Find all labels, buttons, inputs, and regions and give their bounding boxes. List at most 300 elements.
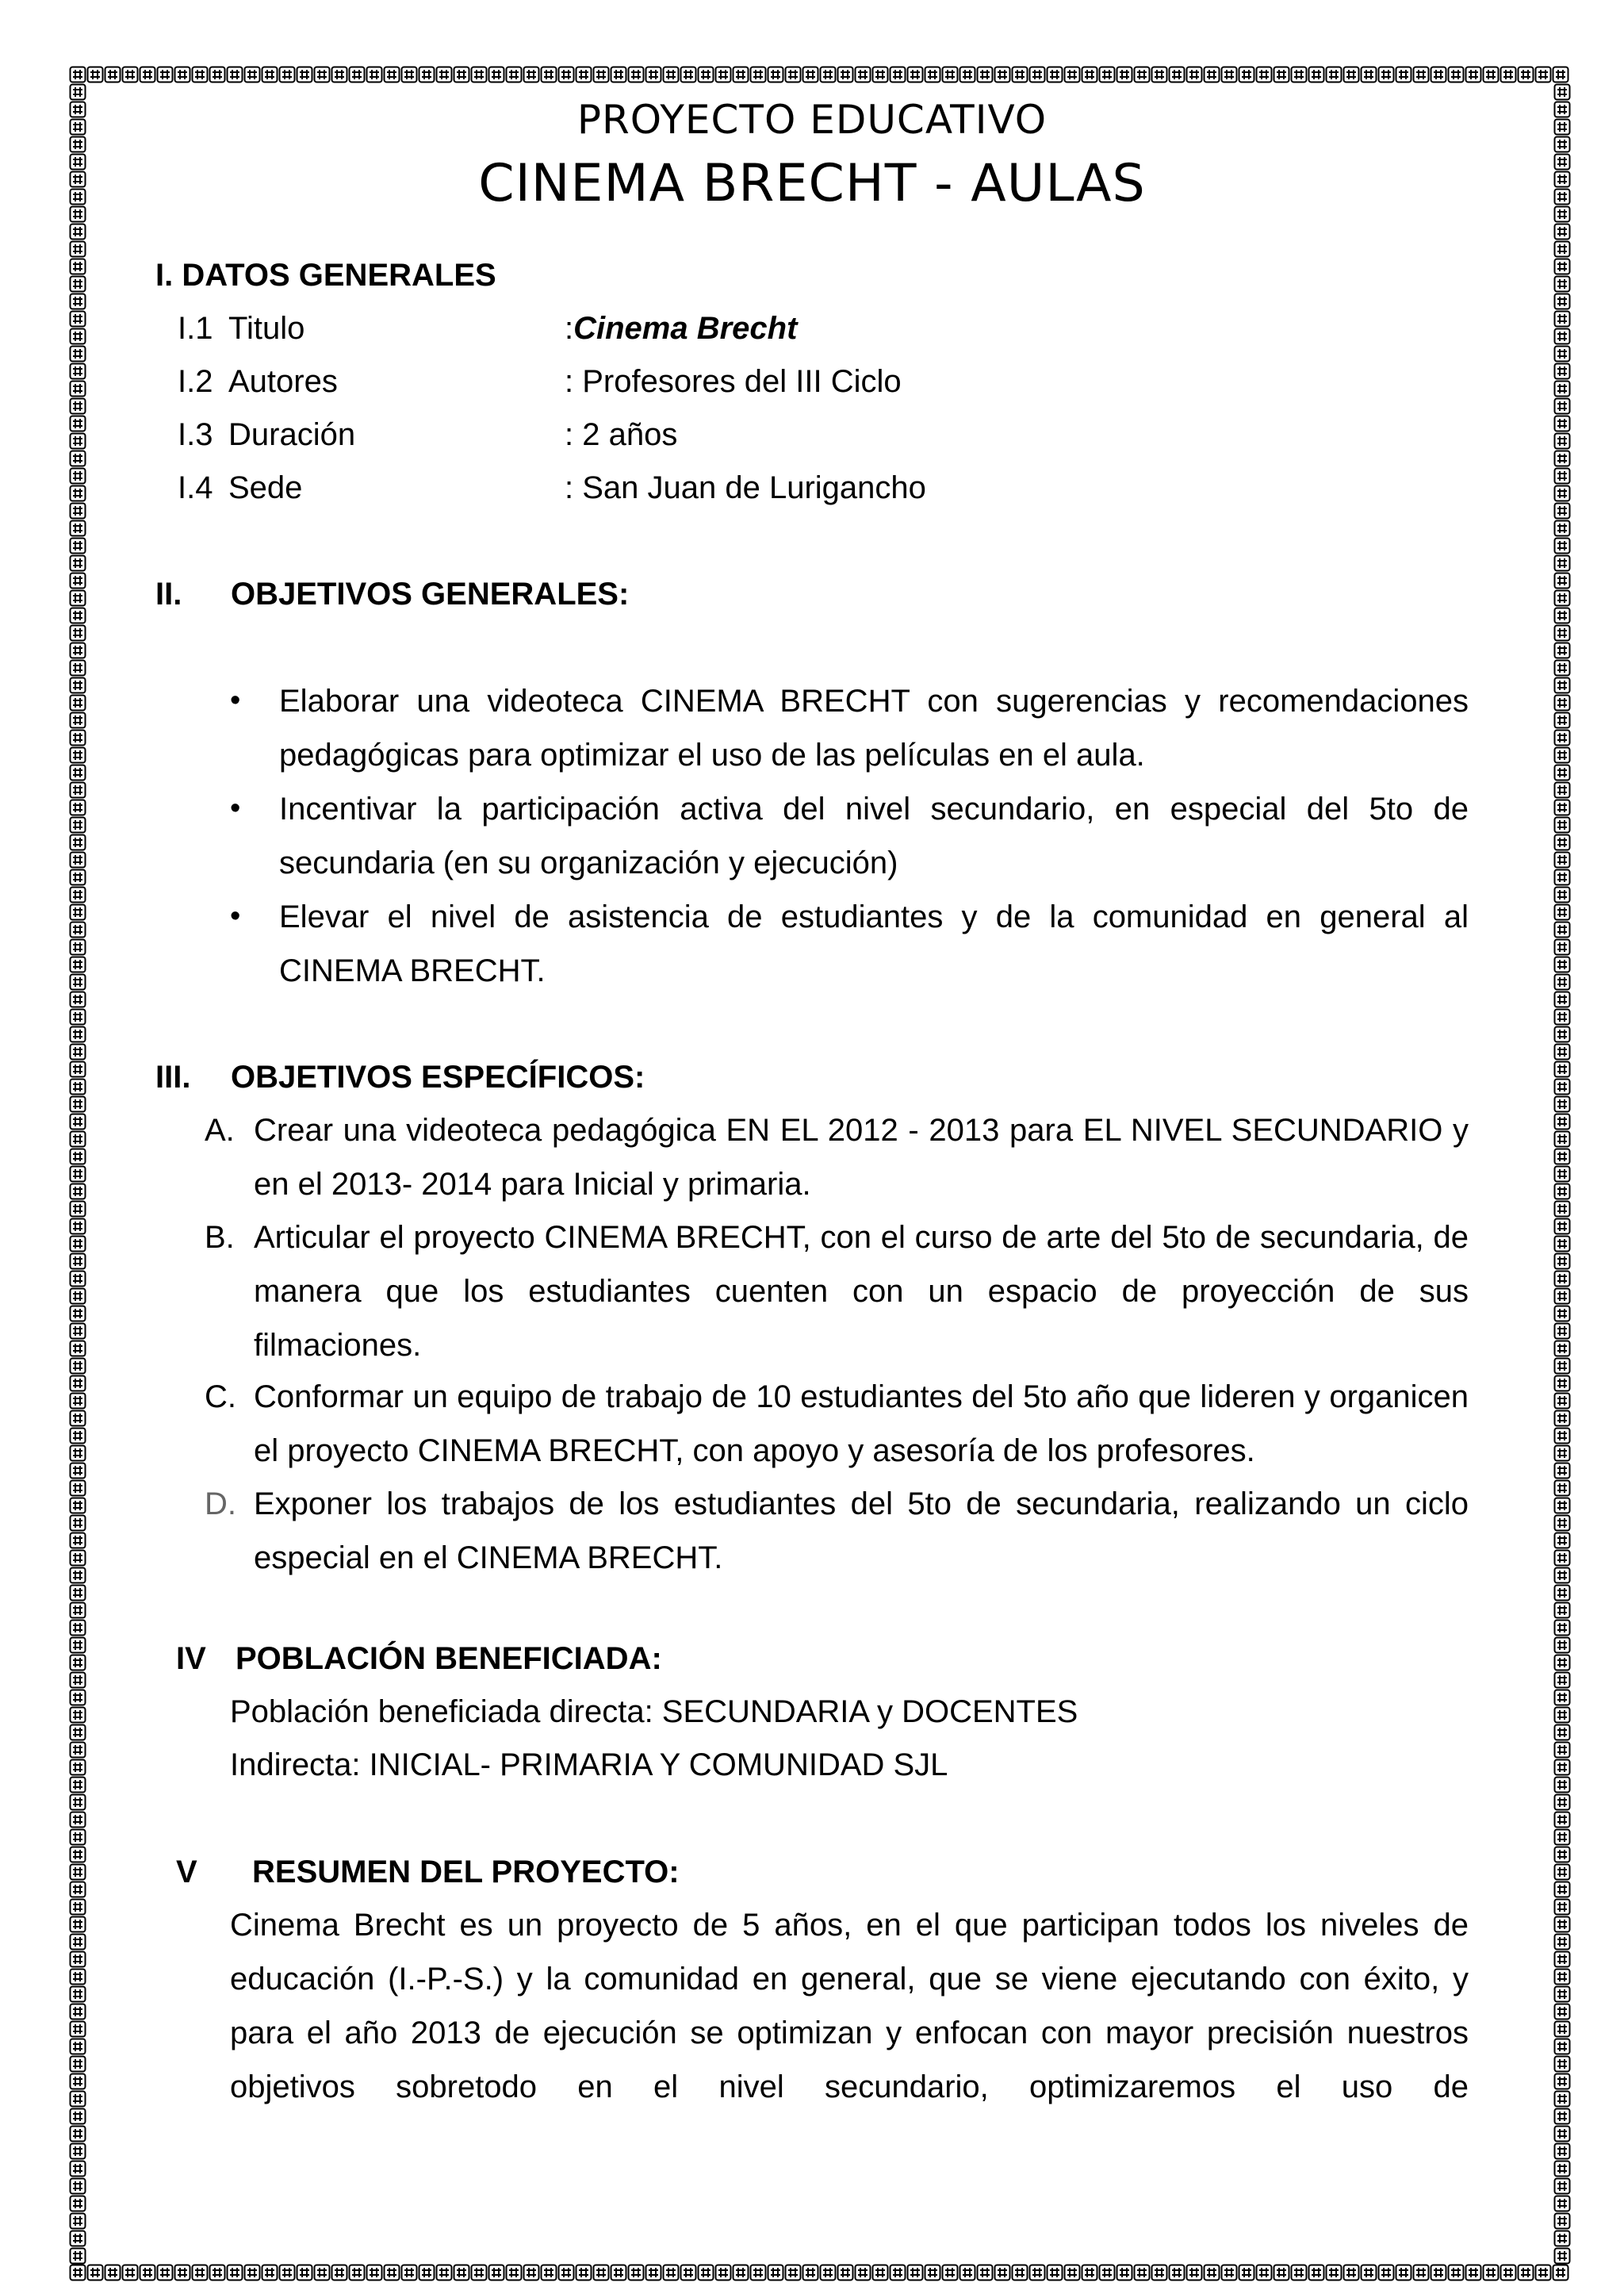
border-tile-icon (71, 1882, 86, 1897)
border-tile-icon (1555, 923, 1570, 938)
border-tile-icon (1555, 1219, 1570, 1234)
border-tile-icon (838, 67, 853, 82)
border-tile-icon (908, 67, 923, 82)
list-item: Conformar un equipo de trabajo de 10 estudiantes del 5to año que lideren y organicen el proyecto CINEMA BRECHT, con apoyo y asesoría de los profesores. (254, 1379, 1469, 1468)
border-tile-icon (1484, 2265, 1499, 2280)
border-tile-icon (1555, 224, 1570, 240)
border-tile-icon (228, 67, 243, 82)
border-tile-icon (71, 1114, 86, 1130)
border-tile-icon (262, 2265, 278, 2280)
border-tile-icon (71, 67, 86, 82)
border-tile-icon (611, 2265, 626, 2280)
border-tile-icon (1555, 2161, 1570, 2177)
border-tile-icon (1555, 1359, 1570, 1374)
section-heading-datos-generales: I. DATOS GENERALES (155, 258, 496, 293)
border-tile-icon (71, 835, 86, 850)
border-tile-icon (576, 2265, 592, 2280)
border-tile-icon (1536, 67, 1551, 82)
border-tile-icon (71, 1254, 86, 1269)
border-tile-icon (71, 1411, 86, 1426)
border-tile-icon (350, 67, 365, 82)
border-tile-icon (1484, 67, 1499, 82)
border-tile-icon (71, 2231, 86, 2246)
border-tile-icon (71, 1568, 86, 1583)
border-tile-icon (1048, 67, 1063, 82)
border-tile-icon (385, 2265, 400, 2280)
border-tile-icon (1555, 556, 1570, 571)
border-tile-icon (716, 67, 731, 82)
border-tile-icon (71, 1324, 86, 1339)
border-tile-icon (1555, 1394, 1570, 1409)
border-tile-icon (88, 67, 103, 82)
border-tile-icon (71, 661, 86, 676)
border-tile-icon (71, 1935, 86, 1950)
border-tile-icon (71, 1481, 86, 1496)
border-tile-icon (1555, 277, 1570, 292)
list-item: Incentivar la participación activa del nivel secundario, en especial del 5to de secundaria (en su organización y ejecución) (279, 792, 1469, 880)
border-tile-icon (71, 1463, 86, 1479)
border-tile-icon (1519, 67, 1534, 82)
border-tile-icon (71, 2161, 86, 2177)
field-value: : Profesores del III Ciclo (565, 364, 902, 399)
border-tile-icon (71, 591, 86, 606)
border-tile-icon (71, 975, 86, 990)
border-tile-icon (629, 2265, 644, 2280)
border-tile-icon (1292, 2265, 1307, 2280)
border-tile-icon (472, 2265, 487, 2280)
border-tile-icon (1555, 626, 1570, 641)
border-tile-icon (71, 713, 86, 728)
border-tile-icon (1274, 67, 1289, 82)
list-item: Elevar el nivel de asistencia de estudiantes y de la comunidad en general al CINEMA BRECHT. (279, 900, 1469, 988)
border-tile-icon (71, 1533, 86, 1548)
border-tile-icon (1555, 1080, 1570, 1095)
border-tile-icon (175, 67, 190, 82)
border-tile-icon (193, 2265, 208, 2280)
border-tile-icon (71, 224, 86, 240)
section-heading-poblacion-beneficiada: POBLACIÓN BENEFICIADA: (236, 1641, 662, 1676)
field-value: : 2 años (565, 417, 678, 452)
border-tile-icon (559, 67, 574, 82)
border-tile-icon (71, 940, 86, 955)
border-tile-icon (1555, 2004, 1570, 2020)
list-item-label: A. (205, 1113, 235, 1148)
border-tile-icon (925, 67, 940, 82)
border-tile-icon (1555, 347, 1570, 362)
border-tile-icon (594, 67, 609, 82)
border-tile-icon (1555, 2214, 1570, 2229)
border-tile-icon (71, 382, 86, 397)
border-tile-icon (123, 67, 138, 82)
border-tile-icon (1555, 957, 1570, 972)
border-tile-icon (71, 1498, 86, 1513)
border-tile-icon (71, 2127, 86, 2142)
border-tile-icon (1555, 1935, 1570, 1950)
border-tile-icon (1362, 2265, 1377, 2280)
border-tile-icon (1555, 765, 1570, 781)
border-tile-icon (507, 67, 522, 82)
border-tile-icon (1555, 1324, 1570, 1339)
border-tile-icon (1555, 696, 1570, 711)
border-tile-icon (262, 67, 278, 82)
border-tile-icon (71, 1952, 86, 1967)
border-tile-icon (489, 67, 504, 82)
border-tile-icon (1501, 2265, 1516, 2280)
border-tile-icon (1555, 608, 1570, 623)
border-tile-icon (71, 1655, 86, 1671)
border-tile-icon (71, 2144, 86, 2159)
border-tile-icon (1555, 1272, 1570, 1287)
border-tile-icon (228, 2265, 243, 2280)
border-tile-icon (1555, 451, 1570, 466)
border-tile-icon (821, 67, 836, 82)
border-tile-icon (437, 2265, 452, 2280)
border-tile-icon (71, 1743, 86, 1758)
border-tile-icon (1555, 1341, 1570, 1356)
border-tile-icon (803, 67, 818, 82)
border-tile-icon (71, 399, 86, 414)
field-label: Autores (228, 364, 338, 399)
border-tile-icon (175, 2265, 190, 2280)
border-tile-icon (71, 1394, 86, 1409)
border-tile-icon (1449, 2265, 1464, 2280)
border-tile-icon (71, 451, 86, 466)
border-tile-icon (315, 67, 330, 82)
border-tile-icon (385, 67, 400, 82)
border-tile-icon (489, 2265, 504, 2280)
border-tile-icon (1414, 2265, 1429, 2280)
border-tile-icon (1257, 67, 1272, 82)
border-tile-icon (71, 1830, 86, 1845)
border-tile-icon (1555, 486, 1570, 501)
border-tile-icon (856, 2265, 871, 2280)
field-number: I.2 (178, 364, 213, 399)
border-tile-icon (1553, 2265, 1568, 2280)
border-tile-icon (71, 2249, 86, 2264)
border-tile-icon (71, 2214, 86, 2229)
border-tile-icon (71, 1272, 86, 1287)
border-tile-icon (71, 1690, 86, 1705)
border-tile-icon (1555, 713, 1570, 728)
border-tile-icon (71, 888, 86, 903)
border-tile-icon (1466, 2265, 1481, 2280)
border-tile-icon (71, 853, 86, 868)
border-tile-icon (1555, 1760, 1570, 1775)
border-tile-icon (716, 2265, 731, 2280)
border-tile-icon (71, 1760, 86, 1775)
border-tile-icon (1309, 67, 1324, 82)
border-tile-icon (1555, 539, 1570, 554)
border-tile-icon (1135, 2265, 1150, 2280)
border-tile-icon (1555, 1289, 1570, 1304)
border-tile-icon (1344, 2265, 1359, 2280)
border-tile-icon (821, 2265, 836, 2280)
border-tile-icon (71, 521, 86, 536)
border-tile-icon (71, 1184, 86, 1199)
border-tile-icon (1555, 2144, 1570, 2159)
border-tile-icon (978, 2265, 993, 2280)
border-tile-icon (1135, 67, 1150, 82)
section-number: IV (176, 1641, 206, 1676)
border-tile-icon (559, 2265, 574, 2280)
border-tile-icon (1555, 2179, 1570, 2194)
border-tile-icon (71, 1551, 86, 1566)
border-tile-icon (594, 2265, 609, 2280)
border-tile-icon (71, 364, 86, 379)
border-tile-icon (1555, 1586, 1570, 1601)
border-tile-icon (1292, 67, 1307, 82)
border-tile-icon (908, 2265, 923, 2280)
border-tile-icon (1555, 992, 1570, 1007)
border-tile-icon (1555, 1237, 1570, 1252)
border-tile-icon (1555, 1376, 1570, 1391)
border-tile-icon (1555, 1812, 1570, 1828)
border-tile-icon (856, 67, 871, 82)
border-tile-icon (1555, 2249, 1570, 2264)
border-tile-icon (1344, 67, 1359, 82)
list-item-label: D. (205, 1486, 236, 1521)
border-tile-icon (71, 1795, 86, 1810)
border-tile-icon (960, 67, 975, 82)
field-label: Sede (228, 470, 303, 505)
border-tile-icon (1555, 1184, 1570, 1199)
bullet-icon: • (230, 792, 241, 825)
border-tile-icon (193, 67, 208, 82)
border-tile-icon (71, 923, 86, 938)
border-tile-icon (751, 2265, 766, 2280)
border-tile-icon (71, 626, 86, 641)
field-value: : San Juan de Lurigancho (565, 470, 926, 505)
border-tile-icon (1555, 748, 1570, 763)
border-tile-icon (71, 1097, 86, 1112)
border-tile-icon (71, 1359, 86, 1374)
border-tile-icon (943, 67, 958, 82)
border-tile-icon (1152, 2265, 1167, 2280)
border-tile-icon (71, 783, 86, 798)
border-tile-icon (71, 748, 86, 763)
border-tile-icon (71, 1202, 86, 1217)
section-number: II. (155, 577, 182, 612)
border-tile-icon (71, 312, 86, 327)
border-tile-icon (1082, 67, 1097, 82)
border-tile-icon (995, 2265, 1010, 2280)
border-tile-icon (699, 2265, 714, 2280)
border-tile-icon (1555, 1830, 1570, 1845)
border-tile-icon (1117, 67, 1132, 82)
border-tile-icon (71, 992, 86, 1007)
border-tile-icon (1100, 67, 1115, 82)
list-item: Elaborar una videoteca CINEMA BRECHT con sugerencias y recomendaciones pedagógicas para optimizar el uso de las películas en el aula. (279, 684, 1469, 773)
border-tile-icon (1555, 259, 1570, 274)
border-tile-icon (158, 2265, 173, 2280)
border-tile-icon (1065, 2265, 1080, 2280)
border-tile-icon (71, 608, 86, 623)
border-tile-icon (1555, 1149, 1570, 1164)
border-tile-icon (1239, 2265, 1254, 2280)
border-tile-icon (123, 2265, 138, 2280)
border-tile-icon (454, 2265, 469, 2280)
border-tile-icon (1222, 2265, 1237, 2280)
border-tile-icon (978, 67, 993, 82)
border-tile-icon (1048, 2265, 1063, 2280)
border-tile-icon (1519, 2265, 1534, 2280)
border-tile-icon (1555, 643, 1570, 658)
border-tile-icon (1555, 1621, 1570, 1636)
border-tile-icon (1396, 67, 1411, 82)
border-tile-icon (1555, 2196, 1570, 2211)
border-tile-icon (925, 2265, 940, 2280)
border-tile-icon (71, 1010, 86, 1025)
border-tile-icon (1555, 1952, 1570, 1967)
border-tile-icon (71, 1062, 86, 1077)
border-tile-icon (71, 1045, 86, 1060)
border-tile-icon (71, 1673, 86, 1688)
border-tile-icon (71, 1376, 86, 1391)
border-tile-icon (803, 2265, 818, 2280)
border-tile-icon (71, 329, 86, 344)
border-tile-icon (1449, 67, 1464, 82)
border-tile-icon (1555, 1690, 1570, 1705)
border-tile-icon (1205, 2265, 1220, 2280)
border-tile-icon (71, 1917, 86, 1932)
border-tile-icon (1555, 312, 1570, 327)
border-tile-icon (71, 696, 86, 711)
border-tile-icon (960, 2265, 975, 2280)
border-tile-icon (71, 1725, 86, 1740)
border-tile-icon (1555, 382, 1570, 397)
border-tile-icon (943, 2265, 958, 2280)
border-tile-icon (402, 2265, 417, 2280)
border-tile-icon (873, 67, 888, 82)
border-tile-icon (71, 870, 86, 885)
border-tile-icon (71, 818, 86, 833)
border-tile-icon (1013, 2265, 1028, 2280)
border-tile-icon (838, 2265, 853, 2280)
border-tile-icon (1222, 67, 1237, 82)
border-tile-icon (646, 2265, 661, 2280)
list-item: Exponer los trabajos de los estudiantes del 5to de secundaria, realizando un ciclo especial en el CINEMA BRECHT. (254, 1486, 1469, 1575)
border-tile-icon (1555, 469, 1570, 484)
border-tile-icon (158, 67, 173, 82)
border-tile-icon (1536, 2265, 1551, 2280)
border-tile-icon (1555, 1551, 1570, 1566)
bullet-icon: • (230, 900, 241, 933)
border-tile-icon (280, 67, 295, 82)
border-tile-icon (332, 2265, 347, 2280)
border-tile-icon (681, 67, 696, 82)
border-tile-icon (1555, 835, 1570, 850)
border-tile-icon (1555, 1533, 1570, 1548)
border-tile-icon (664, 2265, 679, 2280)
border-tile-icon (1555, 2109, 1570, 2124)
border-tile-icon (1555, 1900, 1570, 1915)
border-tile-icon (71, 242, 86, 257)
border-tile-icon (140, 67, 155, 82)
border-tile-icon (88, 2265, 103, 2280)
border-tile-icon (733, 67, 749, 82)
border-tile-icon (71, 1237, 86, 1252)
border-tile-icon (1555, 1708, 1570, 1723)
border-tile-icon (71, 1080, 86, 1095)
border-tile-icon (1555, 1987, 1570, 2002)
border-tile-icon (1555, 329, 1570, 344)
border-tile-icon (1555, 800, 1570, 815)
border-tile-icon (1555, 1568, 1570, 1583)
border-tile-icon (71, 1149, 86, 1164)
border-tile-icon (1555, 1481, 1570, 1496)
border-tile-icon (1555, 1010, 1570, 1025)
border-tile-icon (1379, 67, 1394, 82)
section-heading-resumen-del-proyecto: RESUMEN DEL PROYECTO: (252, 1855, 680, 1889)
border-tile-icon (71, 1446, 86, 1461)
border-tile-icon (1362, 67, 1377, 82)
border-tile-icon (71, 1865, 86, 1880)
border-tile-icon (1555, 1411, 1570, 1426)
list-item: Articular el proyecto CINEMA BRECHT, con el curso de arte del 5to de secundaria, de manera que los estudiantes cuenten con un espacio de proyección de sus filmaciones. (254, 1220, 1469, 1363)
section-number: III. (155, 1060, 191, 1095)
border-tile-icon (1555, 888, 1570, 903)
border-tile-icon (733, 2265, 749, 2280)
border-tile-icon (768, 2265, 783, 2280)
border-tile-icon (71, 1778, 86, 1793)
border-tile-icon (71, 643, 86, 658)
poblacion-indirecta: Indirecta: INICIAL- PRIMARIA Y COMUNIDAD SJL (230, 1747, 948, 1782)
border-tile-icon (472, 67, 487, 82)
border-tile-icon (646, 67, 661, 82)
border-tile-icon (576, 67, 592, 82)
border-tile-icon (1555, 1045, 1570, 1060)
border-tile-icon (1555, 2039, 1570, 2054)
field-label: Duración (228, 417, 356, 452)
list-item-label: C. (205, 1379, 236, 1414)
border-tile-icon (71, 539, 86, 554)
border-tile-icon (1431, 2265, 1446, 2280)
border-tile-icon (1030, 67, 1045, 82)
border-tile-icon (1170, 67, 1185, 82)
border-tile-icon (71, 2196, 86, 2211)
border-tile-icon (1187, 2265, 1202, 2280)
border-tile-icon (1555, 1847, 1570, 1862)
border-tile-icon (1555, 678, 1570, 693)
border-tile-icon (1414, 67, 1429, 82)
border-tile-icon (1555, 2057, 1570, 2072)
bullet-icon: • (230, 684, 241, 717)
border-tile-icon (786, 67, 801, 82)
border-tile-icon (1555, 870, 1570, 885)
border-tile-icon (71, 1812, 86, 1828)
border-tile-icon (71, 2265, 86, 2280)
border-tile-icon (1152, 67, 1167, 82)
border-tile-icon (681, 2265, 696, 2280)
border-tile-icon (402, 67, 417, 82)
border-tile-icon (1555, 853, 1570, 868)
border-tile-icon (1205, 67, 1220, 82)
border-tile-icon (524, 2265, 539, 2280)
border-tile-icon (1555, 416, 1570, 432)
border-tile-icon (71, 2039, 86, 2054)
border-tile-icon (891, 2265, 906, 2280)
border-tile-icon (1555, 2074, 1570, 2089)
border-tile-icon (105, 2265, 121, 2280)
border-tile-icon (1555, 1132, 1570, 1147)
border-tile-icon (1555, 521, 1570, 536)
border-tile-icon (629, 67, 644, 82)
border-tile-icon (1553, 67, 1568, 82)
border-tile-icon (437, 67, 452, 82)
border-tile-icon (71, 731, 86, 746)
border-tile-icon (1555, 2127, 1570, 2142)
border-tile-icon (71, 957, 86, 972)
